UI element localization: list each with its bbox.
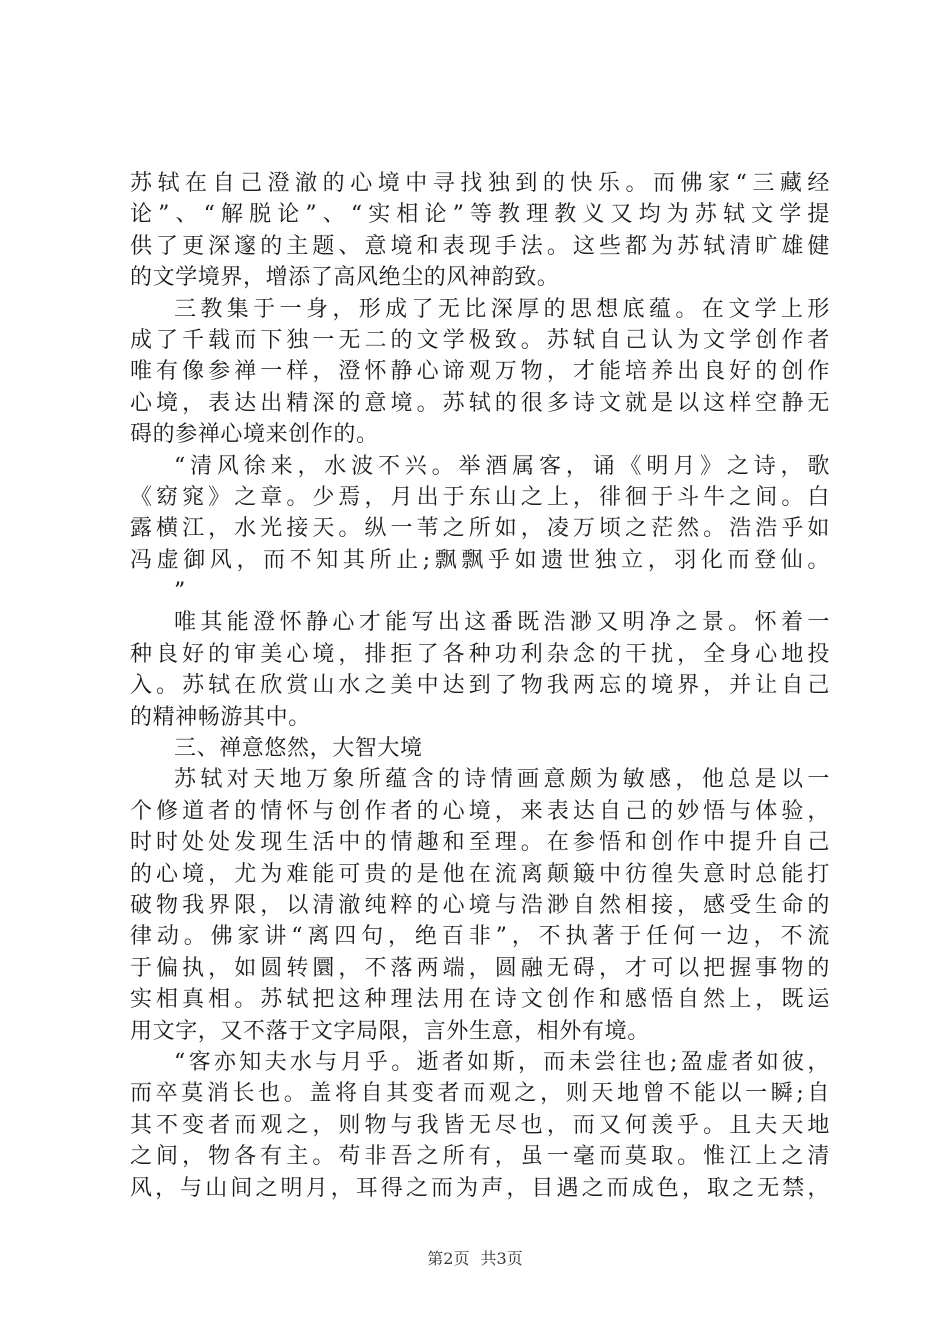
text-line: 个修道者的情怀与创作者的心境，来表达自己的妙悟与体验， bbox=[130, 798, 830, 824]
text-line: 露横江，水光接天。纵一苇之所如，凌万顷之茫然。浩浩乎如 bbox=[130, 516, 830, 542]
text-line: “清风徐来，水波不兴。举酒属客，诵《明月》之诗，歌 bbox=[174, 453, 830, 479]
text-line: 风，与山间之明月，耳得之而为声，目遇之而成色，取之无禁， bbox=[130, 1175, 830, 1201]
text-line: ” bbox=[174, 579, 186, 605]
text-line: 碍的参禅心境来创作的。 bbox=[130, 422, 379, 448]
text-line: 之间，物各有主。苟非吾之所有，虽一毫而莫取。惟江上之清 bbox=[130, 1144, 830, 1170]
text-line: 三教集于一身，形成了无比深厚的思想底蕴。在文学上形 bbox=[174, 296, 830, 322]
text-line: 唯有像参禅一样，澄怀静心谛观万物，才能培养出良好的创作 bbox=[130, 359, 830, 385]
text-line: 《窈窕》之章。少焉，月出于东山之上，徘徊于斗牛之间。白 bbox=[130, 484, 830, 510]
text-line: 入。苏轼在欣赏山水之美中达到了物我两忘的境界，并让自己 bbox=[130, 673, 830, 699]
text-line: 于偏执，如圆转圜，不落两端，圆融无碍，才可以把握事物的 bbox=[130, 955, 830, 981]
text-line: 用文字，又不落于文字局限，言外生意，相外有境。 bbox=[130, 1018, 650, 1044]
text-line: 成了千载而下独一无二的文学极致。苏轼自己认为文学创作者 bbox=[130, 327, 830, 353]
body-text bbox=[130, 168, 830, 1204]
text-line: 苏轼对天地万象所蕴含的诗情画意颇为敏感，他总是以一 bbox=[174, 767, 830, 793]
text-line: 实相真相。苏轼把这种理法用在诗文创作和感悟自然上，既运 bbox=[130, 987, 830, 1013]
text-line: 供了更深邃的主题、意境和表现手法。这些都为苏轼清旷雄健 bbox=[130, 233, 830, 259]
text-line: 论”、“解脱论”、“实相论”等教理教义又均为苏轼文学提 bbox=[130, 202, 830, 228]
text-line: 心境，表达出精深的意境。苏轼的很多诗文就是以这样空静无 bbox=[130, 390, 830, 416]
text-line: 时时处处发现生活中的情趣和至理。在参悟和创作中提升自己 bbox=[130, 830, 830, 856]
text-line: 的文学境界，增添了高风绝尘的风神韵致。 bbox=[130, 265, 560, 291]
text-line: 的精神畅游其中。 bbox=[130, 704, 311, 730]
text-line: 种良好的审美心境，排拒了各种功利杂念的干扰，全身心地投 bbox=[130, 641, 830, 667]
text-line: 律动。佛家讲“离四句，绝百非”，不执著于任何一边，不流 bbox=[130, 924, 830, 950]
text-line: 其不变者而观之，则物与我皆无尽也，而又何羡乎。且夫天地 bbox=[130, 1112, 830, 1138]
page-footer: 第2页 共3页 bbox=[427, 1249, 523, 1268]
text-line: “客亦知夫水与月乎。逝者如斯，而未尝往也;盈虚者如彼， bbox=[174, 1049, 830, 1075]
text-line: 而卒莫消长也。盖将自其变者而观之，则天地曾不能以一瞬;自 bbox=[130, 1081, 830, 1107]
text-line: 冯虚御风，而不知其所止;飘飘乎如遗世独立，羽化而登仙。 bbox=[130, 547, 830, 573]
text-line: 唯其能澄怀静心才能写出这番既浩渺又明净之景。怀着一 bbox=[174, 610, 830, 636]
text-line: 苏轼在自己澄澈的心境中寻找独到的快乐。而佛家“三藏经 bbox=[130, 171, 830, 196]
text-line: 破物我界限，以清澈纯粹的心境与浩渺自然相接，感受生命的 bbox=[130, 892, 830, 918]
text-line: 三、禅意悠然，大智大境 bbox=[174, 736, 423, 762]
text-line: 的心境，尤为难能可贵的是他在流离颠簸中彷徨失意时总能打 bbox=[130, 861, 830, 887]
